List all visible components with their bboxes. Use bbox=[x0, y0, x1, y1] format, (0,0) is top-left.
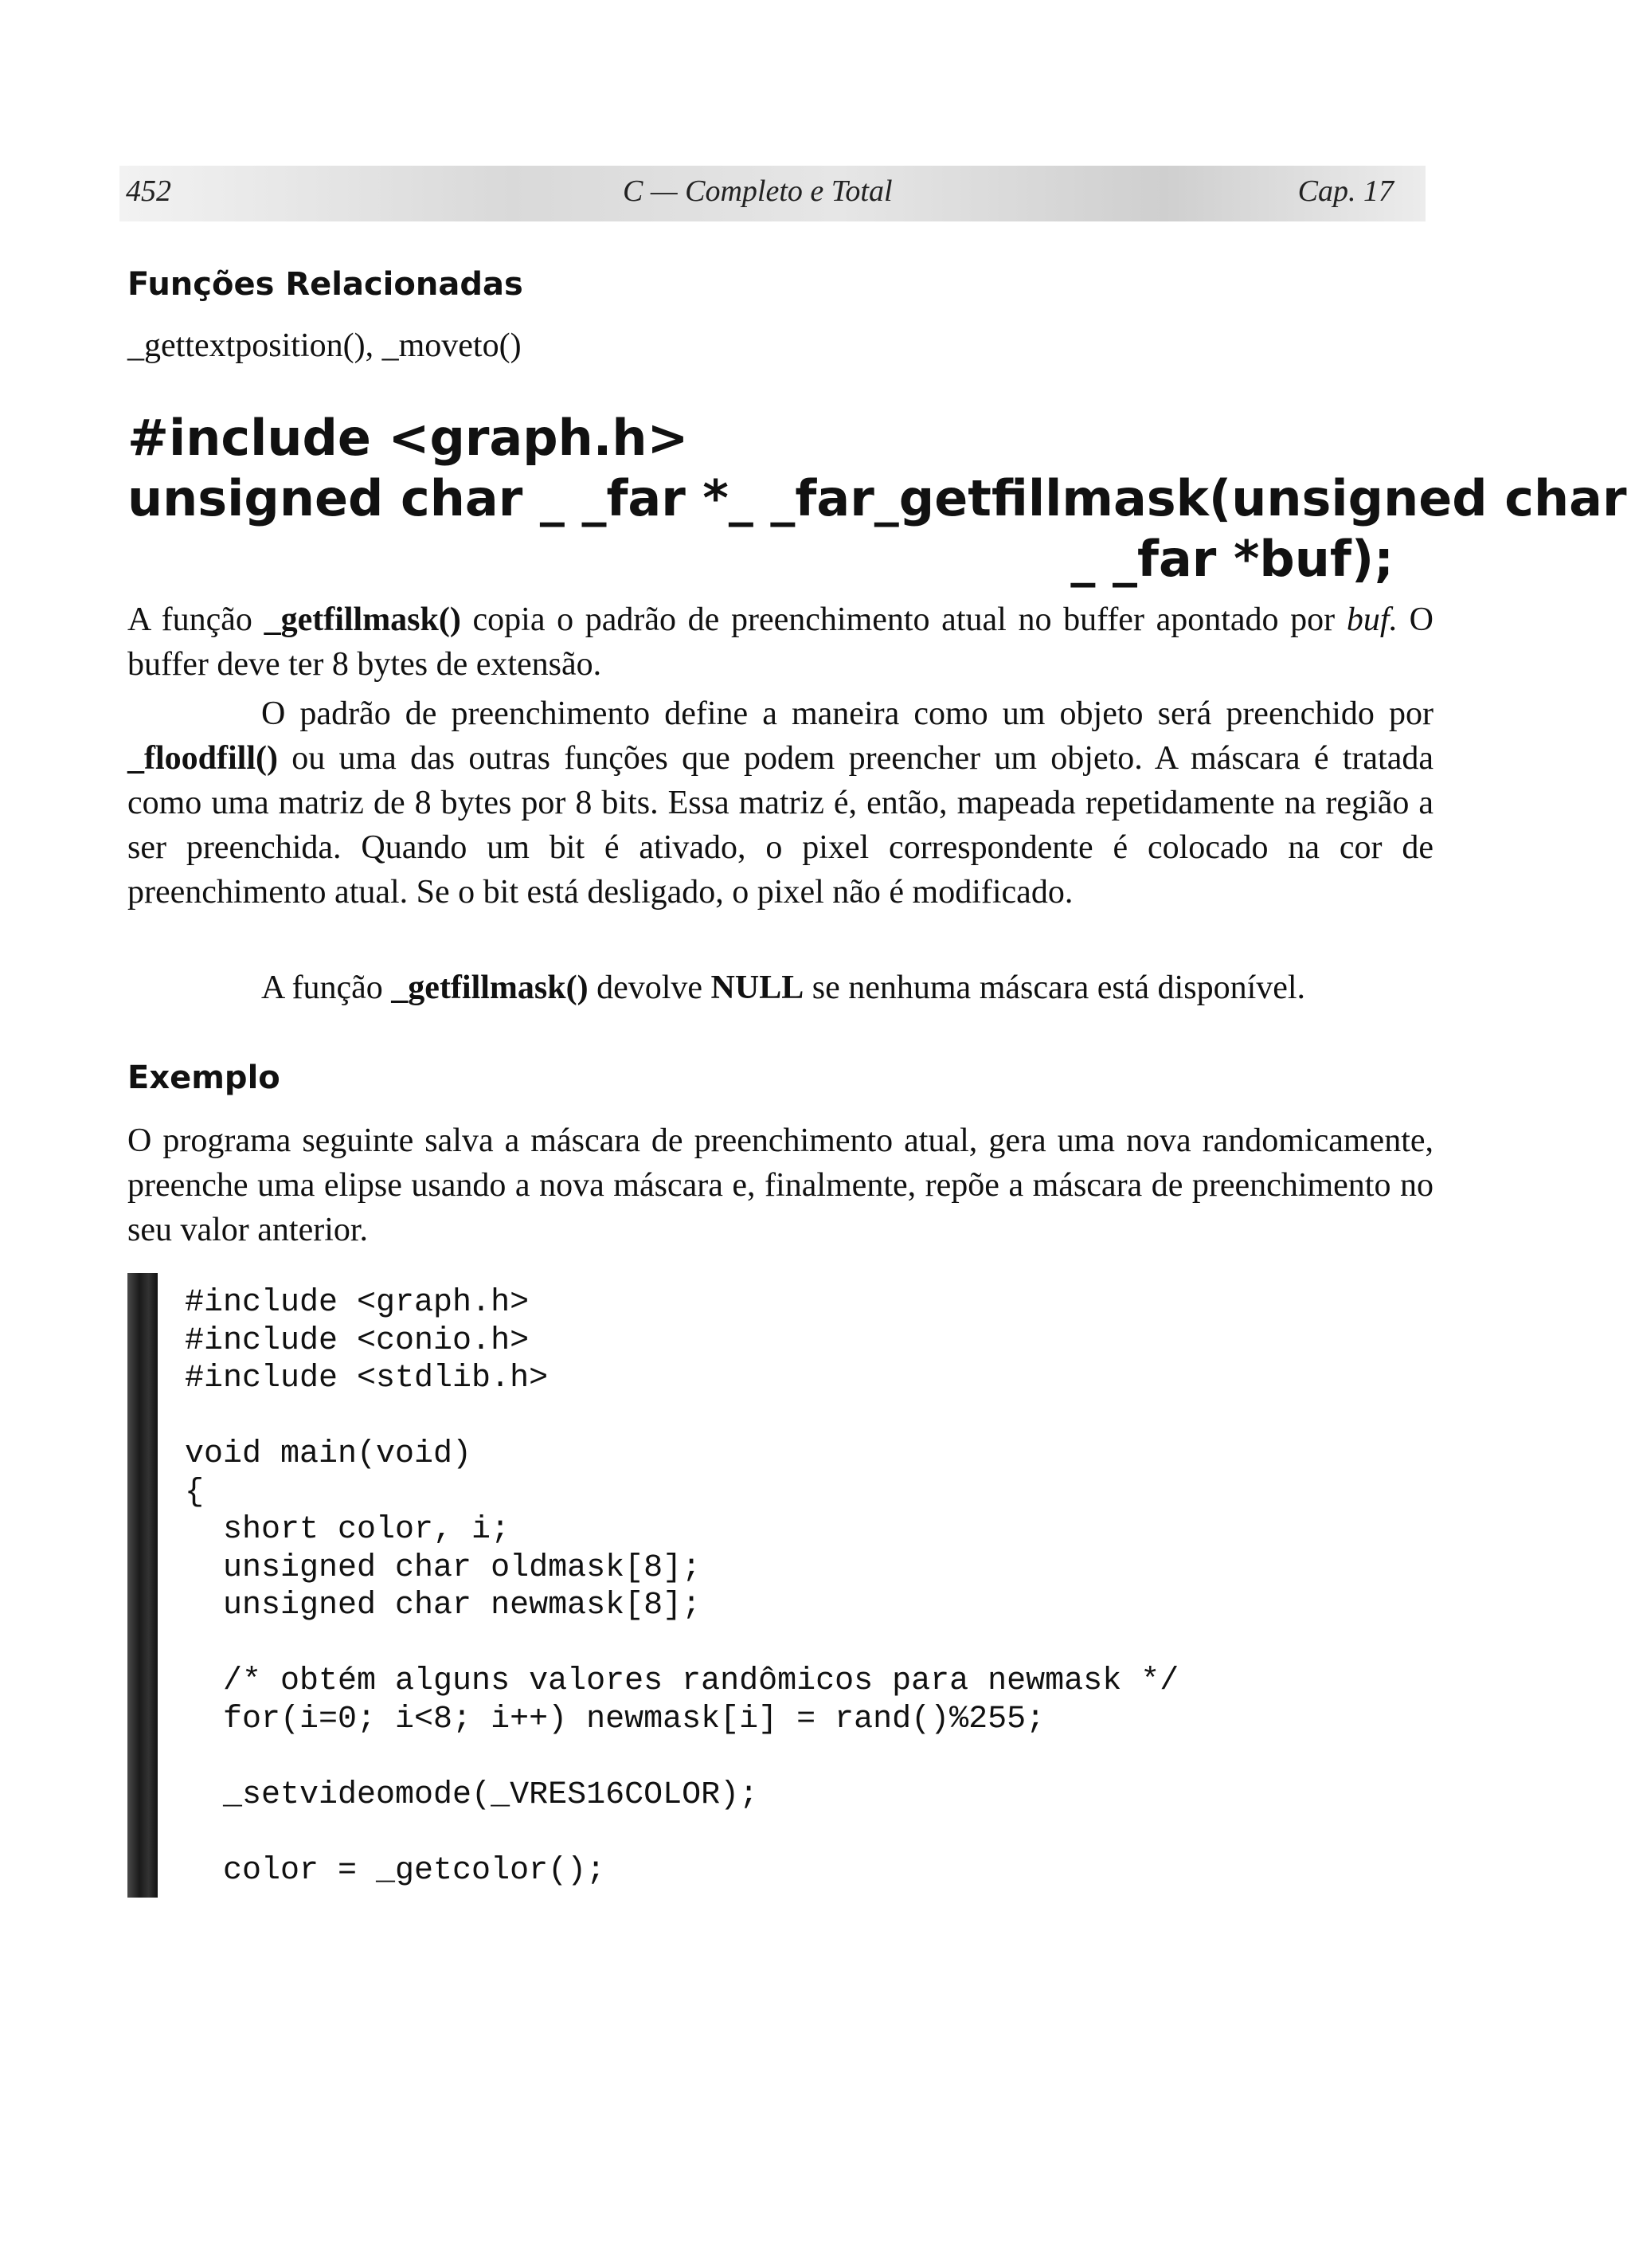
example-heading: Exemplo bbox=[127, 1060, 280, 1096]
page-number: 452 bbox=[126, 174, 171, 208]
text: A função bbox=[261, 969, 392, 1006]
function-prototype bbox=[127, 408, 1627, 590]
prototype-continuation: _ _far *buf); bbox=[1070, 530, 1394, 588]
text: ou uma das outras funções que podem preencher um objeto. A máscara é tratada como uma matriz de 8 bytes por 8 bits. Essa matriz é, então, mapeada repetidamente na região a ser preenchida. Quando um bit é ativado, o pixel correspondente é colocado na cor de preenchimento atual. Se o bit está desligado, o pixel não é modificado. bbox=[127, 740, 1433, 911]
function-name: _getfillmask() bbox=[264, 601, 461, 638]
code-listing: #include <graph.h> #include <conio.h> #include <stdlib.h> void main(void) { short color, i; unsigned char oldmask[8]; unsigned char newmask[8]; /* obtém alguns valores randômicos para newmask */ for(i=0; i<8; i++) newmask[i] = rand()%255; _setvideomode(_VRES16COLOR); color = _getcolor(); bbox=[185, 1285, 1179, 1889]
text: O buffer deve ter 8 bytes de extensão. bbox=[127, 601, 1433, 683]
text: se nenhuma máscara está disponível. bbox=[804, 969, 1306, 1006]
prototype-signature: unsigned char _ _far *_ _far_getfillmask(unsigned char bbox=[127, 469, 1627, 527]
text: copia o padrão de preenchimento atual no buffer apontado por bbox=[460, 601, 1347, 638]
running-header bbox=[119, 166, 1426, 221]
prototype-include: #include <graph.h> bbox=[127, 409, 689, 467]
text: devolve bbox=[588, 969, 711, 1006]
text: A função bbox=[127, 601, 264, 638]
description-paragraph-3 bbox=[127, 966, 1433, 1010]
chapter-label: Cap. 17 bbox=[1297, 174, 1394, 208]
function-name: _floodfill() bbox=[127, 740, 278, 777]
text: O padrão de preenchimento define a maneira como um objeto será preenchido por bbox=[261, 695, 1433, 732]
argument-name: buf. bbox=[1346, 601, 1398, 638]
description-paragraph-2 bbox=[127, 691, 1433, 915]
function-name: _getfillmask() bbox=[391, 969, 589, 1006]
book-title: C — Completo e Total bbox=[623, 174, 893, 208]
null-keyword: NULL bbox=[710, 969, 804, 1006]
related-functions-heading: Funções Relacionadas bbox=[127, 266, 523, 303]
description-paragraph-1 bbox=[127, 597, 1433, 687]
example-intro-paragraph: O programa seguinte salva a máscara de preenchimento atual, gera uma nova randomicamente, preenche uma elipse usando a nova máscara e, finalmente, repõe a máscara de preenchimento no seu valor anterior. bbox=[127, 1122, 1433, 1248]
related-functions-list: _gettextposition(), _moveto() bbox=[127, 327, 522, 364]
code-margin-bar bbox=[127, 1273, 158, 1898]
